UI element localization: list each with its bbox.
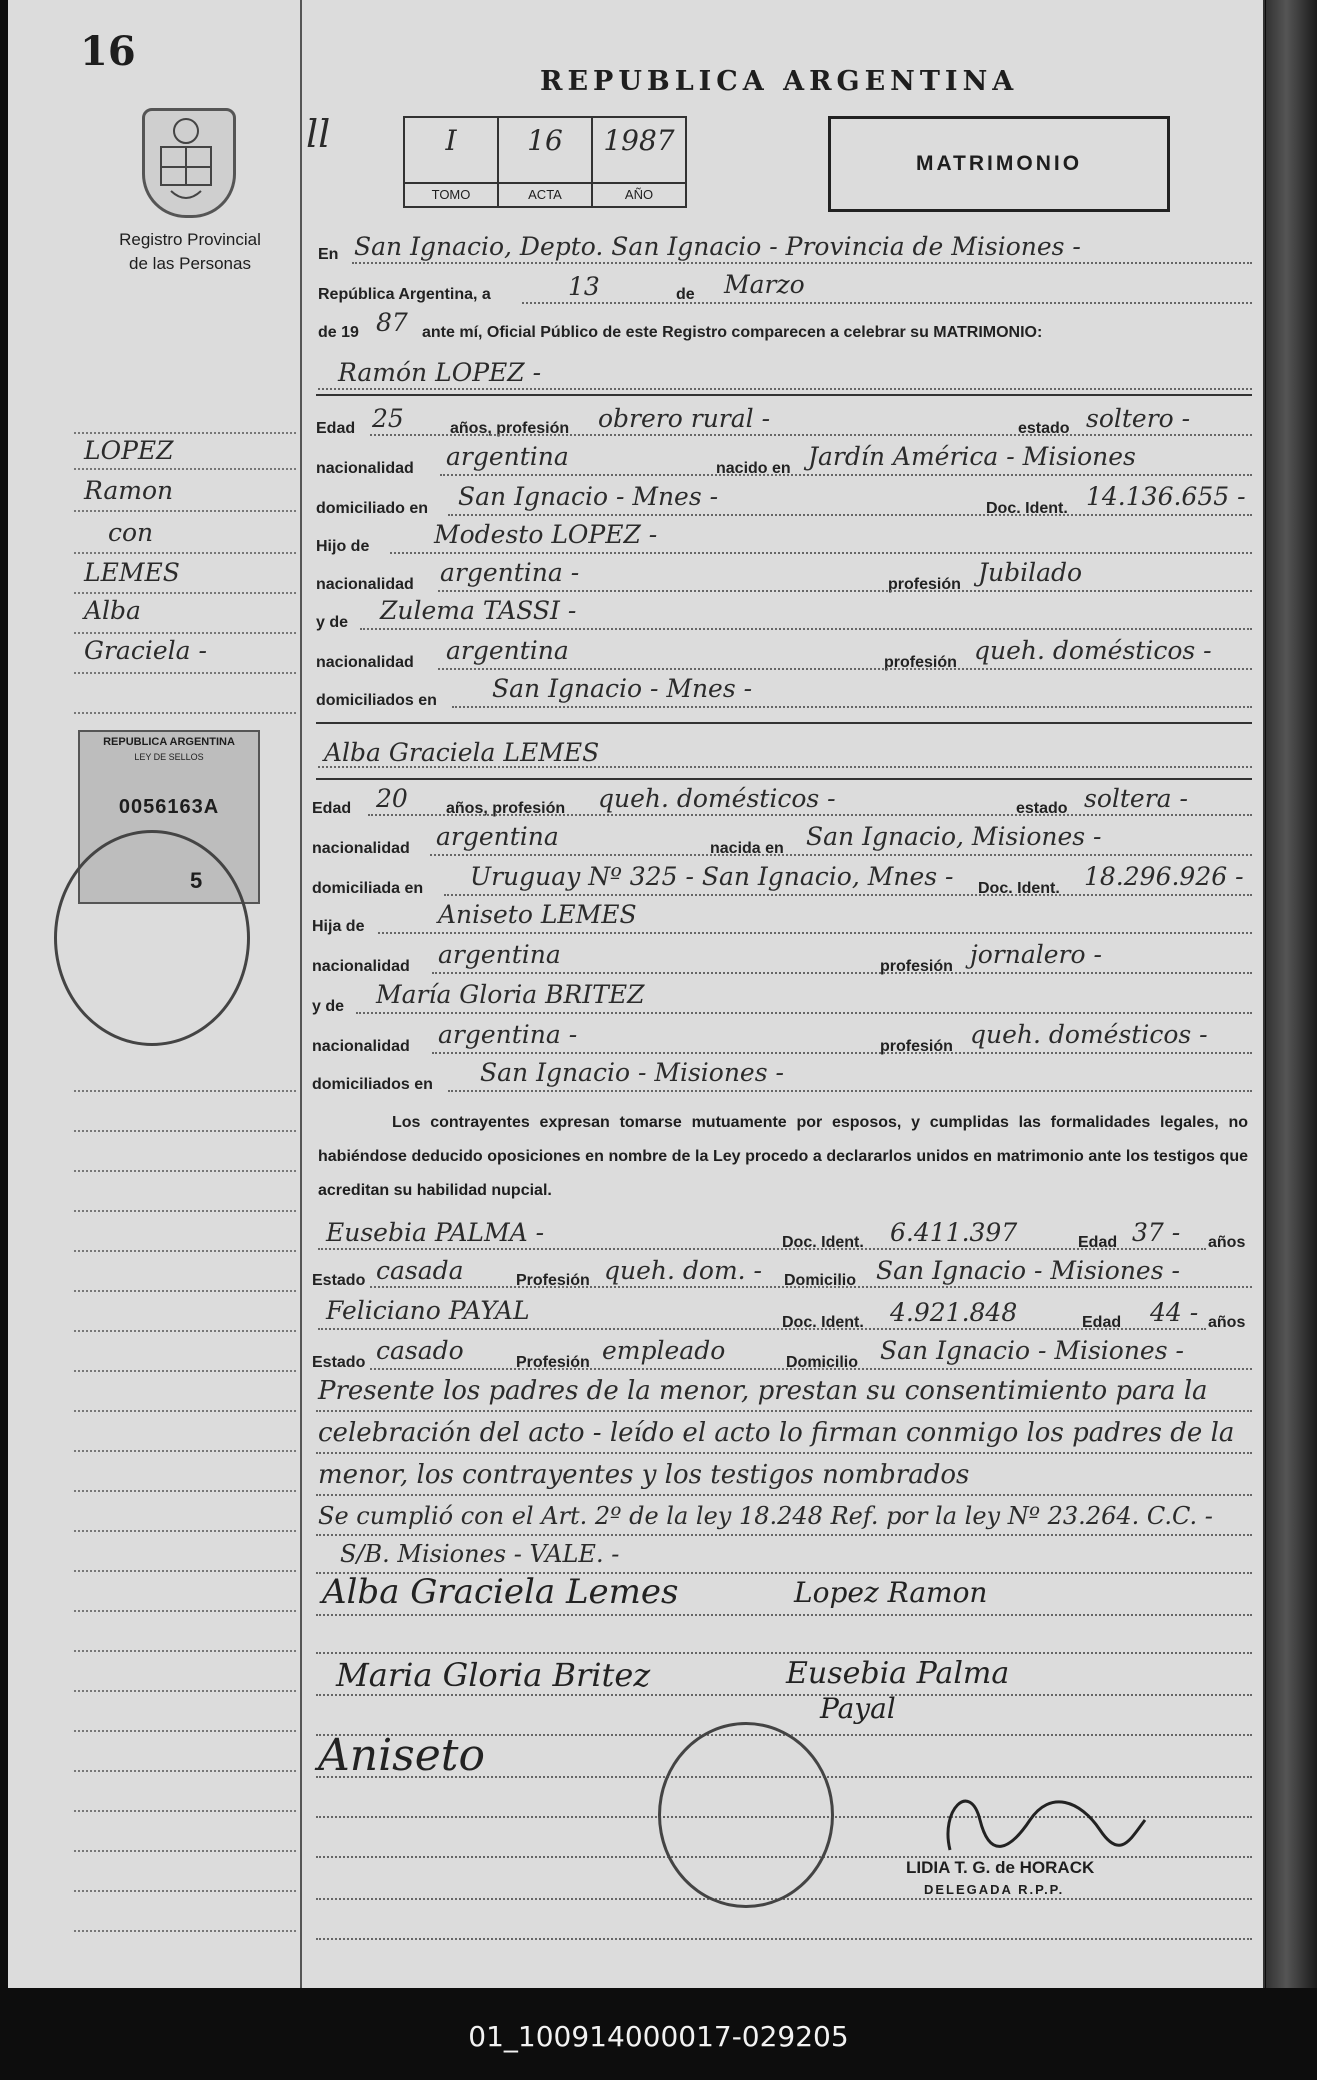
margin-line: [74, 672, 296, 674]
bride-padre: Aniseto LEMES: [438, 900, 637, 929]
groom-doms: San Ignacio - Mnes -: [492, 674, 753, 703]
witness-2-estado: casado: [376, 1336, 464, 1365]
witness-1-edad-label: Edad: [1078, 1234, 1118, 1251]
dotted-line: [448, 514, 1252, 516]
dotted-line: [430, 854, 1252, 856]
dotted-line: [440, 474, 1252, 476]
dotted-line: [452, 706, 1252, 708]
section-rule: [316, 394, 1252, 396]
bride-madre-prof-label: profesión: [880, 1038, 953, 1055]
dotted-line: [316, 1652, 1252, 1654]
cancellation-stamp-icon: [54, 830, 250, 1046]
bride-madre-nac: argentina -: [438, 1020, 578, 1049]
tomo-cell: [405, 118, 499, 206]
groom-profesion: obrero rural -: [598, 404, 771, 433]
groom-madre-prof-label: profesión: [884, 654, 957, 671]
margin-line: [74, 1490, 296, 1492]
bride-madre: María Gloria BRITEZ: [376, 980, 645, 1009]
bride-padre-nac: argentina: [438, 940, 561, 969]
dotted-line: [318, 1328, 1206, 1330]
en-label: En: [318, 246, 339, 263]
dotted-line: [360, 628, 1252, 630]
stamp-sub-text: LEY DE SELLOS: [134, 752, 204, 762]
record-id-box: [403, 116, 687, 208]
bride-nac: argentina: [436, 822, 559, 851]
margin-line: [74, 1410, 296, 1412]
dotted-line: [432, 972, 1252, 974]
dotted-line: [316, 1534, 1252, 1536]
bride-dom: Uruguay Nº 325 - San Ignacio, Mnes -: [470, 862, 954, 891]
margin-line: [74, 1370, 296, 1372]
margin-line: [74, 1690, 296, 1692]
witness-2-prof-label: Profesión: [516, 1354, 590, 1371]
bride-doms-label: domiciliados en: [312, 1076, 433, 1093]
dotted-line: [368, 814, 1252, 816]
witness-1-anos-label: años: [1208, 1234, 1246, 1251]
margin-line: [74, 1650, 296, 1652]
bride-madre-prof: queh. domésticos -: [970, 1020, 1208, 1049]
groom-madre: Zulema TASSI -: [380, 596, 577, 625]
signature-groom: Lopez Ramon: [794, 1576, 988, 1609]
bride-nacida-label: nacida en: [710, 840, 784, 857]
margin-line: [74, 1770, 296, 1772]
witness-1-estado: casada: [376, 1256, 464, 1285]
groom-padre-nac: argentina -: [440, 558, 580, 587]
witness-2-estado-label: Estado: [312, 1354, 366, 1371]
acta-label: ACTA: [499, 182, 591, 206]
bride-profesion-label: años, profesión: [446, 800, 566, 817]
dotted-line: [352, 262, 1252, 264]
witness-2-edad: 44 -: [1150, 1298, 1199, 1327]
bride-edad: 20: [376, 784, 408, 813]
dotted-line: [448, 1090, 1252, 1092]
groom-doc-label: Doc. Ident.: [986, 500, 1068, 517]
note-line-3: menor, los contrayentes y los testigos nombrados: [318, 1460, 970, 1490]
initials-mark: ll: [306, 112, 331, 156]
bride-nac-label: nacionalidad: [312, 840, 410, 857]
ano-cell: [593, 118, 685, 206]
dotted-line: [356, 1012, 1252, 1014]
witness-2-doc: 4.921.848: [890, 1298, 1018, 1327]
folio-number: 16: [80, 28, 136, 75]
witness-1-estado-label: Estado: [312, 1272, 366, 1289]
image-caption: 01_100914000017-029205: [468, 2020, 849, 2053]
dotted-line: [390, 552, 1252, 554]
note-line-4: Se cumplió con el Art. 2º de la ley 18.248 Ref. por la ley Nº 23.264. C.C. -: [318, 1502, 1213, 1530]
dotted-line: [316, 1452, 1252, 1454]
margin-name-5: Alba: [84, 596, 141, 625]
bride-yde-label: y de: [312, 998, 345, 1015]
dotted-line: [316, 1410, 1252, 1412]
dotted-line: [522, 302, 1252, 304]
registry-line-1: Registro Provincial: [119, 230, 261, 249]
margin-line: [74, 510, 296, 512]
bride-hija-label: Hija de: [312, 918, 365, 935]
signature-witness-1: Eusebia Palma: [786, 1656, 1010, 1691]
month-value: Marzo: [724, 270, 805, 299]
signature-bride-father: Aniseto: [318, 1730, 485, 1781]
groom-madre-nac: argentina: [446, 636, 569, 665]
groom-dom-label: domiciliado en: [316, 500, 429, 517]
margin-line: [74, 712, 296, 714]
book-spine: [1266, 0, 1317, 1988]
groom-edad-label: Edad: [316, 420, 356, 437]
official-name: LIDIA T. G. de HORACK: [906, 1858, 1095, 1877]
groom-doc: 14.136.655 -: [1086, 482, 1246, 511]
margin-line: [74, 1450, 296, 1452]
dotted-line: [316, 1494, 1252, 1496]
bride-edad-label: Edad: [312, 800, 352, 817]
groom-nac: argentina: [446, 442, 569, 471]
witness-2-anos-label: años: [1208, 1314, 1246, 1331]
groom-estado-label: estado: [1018, 420, 1070, 437]
groom-nacido-label: nacido en: [716, 460, 791, 477]
official-title: DELEGADA R.P.P.: [924, 1882, 1065, 1897]
note-line-2: celebración del acto - leído el acto lo firman conmigo los padres de la: [318, 1418, 1235, 1448]
margin-line: [74, 1610, 296, 1612]
margin-line: [74, 468, 296, 470]
groom-padre: Modesto LOPEZ -: [434, 520, 658, 549]
dotted-line: [438, 668, 1252, 670]
acta-cell: [499, 118, 593, 206]
margin-name-3: con: [108, 518, 154, 547]
margin-line: [74, 1290, 296, 1292]
margin-line: [74, 1130, 296, 1132]
dotted-line: [378, 932, 1252, 934]
groom-nacido: Jardín América - Misiones: [808, 442, 1136, 471]
margin-name-6: Graciela -: [84, 636, 207, 665]
witness-1-doc: 6.411.397: [890, 1218, 1018, 1247]
groom-padre-prof-label: profesión: [888, 576, 961, 593]
bride-padre-prof: jornalero -: [970, 940, 1102, 969]
year-value: 87: [376, 308, 408, 337]
dotted-line: [432, 1052, 1252, 1054]
bride-profesion: queh. domésticos -: [598, 784, 836, 813]
dotted-line: [438, 590, 1252, 592]
page-title: REPUBLICA ARGENTINA: [540, 66, 1019, 97]
official-stamp-icon: [658, 1722, 834, 1908]
de-label: de: [676, 286, 695, 303]
groom-edad: 25: [372, 404, 404, 433]
coat-of-arms-icon: [142, 108, 236, 218]
note-line-5: S/B. Misiones - VALE. -: [340, 1540, 620, 1568]
bride-name: Alba Graciela LEMES: [324, 738, 600, 767]
groom-madre-prof: queh. domésticos -: [974, 636, 1212, 665]
dotted-line: [444, 894, 1252, 896]
witness-2-name: Feliciano PAYAL: [326, 1296, 530, 1325]
groom-name: Ramón LOPEZ -: [338, 358, 542, 387]
act-type-box: MATRIMONIO: [828, 116, 1170, 212]
margin-line: [74, 1530, 296, 1532]
witness-1-prof: queh. dom. -: [604, 1256, 762, 1285]
bride-padre-prof-label: profesión: [880, 958, 953, 975]
margin-name-4: LEMES: [84, 558, 180, 587]
margin-name-1: LOPEZ: [84, 436, 174, 465]
dotted-line: [318, 388, 1252, 390]
margin-line: [74, 592, 296, 594]
witness-2-prof: empleado: [602, 1336, 726, 1365]
margin-line: [74, 1170, 296, 1172]
groom-padre-nac-label: nacionalidad: [316, 576, 414, 593]
signature-bride: Alba Graciela Lemes: [322, 1572, 679, 1612]
margin-line: [74, 1210, 296, 1212]
tomo-label: TOMO: [405, 182, 497, 206]
registry-line-2: de las Personas: [129, 254, 251, 273]
witness-2-doc-label: Doc. Ident.: [782, 1314, 864, 1331]
witness-2-edad-label: Edad: [1082, 1314, 1122, 1331]
margin-line: [74, 1090, 296, 1092]
groom-dom: San Ignacio - Mnes -: [458, 482, 719, 511]
margin-line: [74, 1330, 296, 1332]
margin-line: [74, 1730, 296, 1732]
margin-line: [74, 1570, 296, 1572]
groom-profesion-label: años, profesión: [450, 420, 570, 437]
tomo-value: I: [445, 124, 457, 157]
signature-witness-2: Payal: [820, 1692, 896, 1725]
ano-label: AÑO: [593, 182, 685, 206]
republica-label: República Argentina, a: [318, 286, 491, 303]
ano-value: 1987: [603, 124, 675, 157]
stamp-value: 5: [190, 868, 203, 893]
margin-line: [74, 632, 296, 634]
witness-1-name: Eusebia PALMA -: [326, 1218, 545, 1247]
witness-2-dom: San Ignacio - Misiones -: [880, 1336, 1184, 1365]
dotted-line: [370, 1368, 1252, 1370]
day-value: 13: [568, 272, 600, 301]
margin-divider: [300, 0, 302, 1988]
groom-estado: soltero -: [1086, 404, 1191, 433]
margin-name-2: Ramon: [84, 476, 174, 505]
margin-line: [74, 1850, 296, 1852]
bride-doc-label: Doc. Ident.: [978, 880, 1060, 897]
registry-label: [90, 228, 290, 276]
declaration-text: Los contrayentes expresan tomarse mutuamente por esposos, y cumplidas las formalidades legales, no habiéndose deducido oposiciones en nombre de la Ley procedo a declararlos unidos en matrimonio ante los testigos que acreditan su habilidad nupcial.: [318, 1114, 1248, 1199]
groom-yde-label: y de: [316, 614, 349, 631]
dotted-line: [370, 434, 1252, 436]
signature-bride-mother: Maria Gloria Britez: [336, 1656, 651, 1694]
groom-padre-prof: Jubilado: [978, 558, 1083, 587]
witness-1-doc-label: Doc. Ident.: [782, 1234, 864, 1251]
groom-hijo-label: Hijo de: [316, 538, 370, 555]
bride-padre-nac-label: nacionalidad: [312, 958, 410, 975]
acta-value: 16: [527, 124, 563, 157]
witness-1-prof-label: Profesión: [516, 1272, 590, 1289]
dotted-line: [318, 1248, 1206, 1250]
witness-1-edad: 37 -: [1132, 1218, 1181, 1247]
witness-1-dom: San Ignacio - Misiones -: [876, 1256, 1180, 1285]
bride-estado: soltera -: [1084, 784, 1188, 813]
bride-nacida: San Ignacio, Misiones -: [806, 822, 1102, 851]
bride-doc: 18.296.926 -: [1084, 862, 1244, 891]
dotted-line: [316, 1614, 1252, 1616]
official-signature-icon: [930, 1780, 1150, 1860]
witness-2-dom-label: Domicilio: [786, 1354, 859, 1371]
groom-doms-label: domiciliados en: [316, 692, 437, 709]
margin-line: [74, 1890, 296, 1892]
margin-line: [74, 1250, 296, 1252]
note-line-1: Presente los padres de la menor, prestan su consentimiento para la: [318, 1376, 1208, 1406]
dotted-line: [370, 1286, 1252, 1288]
section-rule: [316, 722, 1252, 724]
margin-line: [74, 432, 296, 434]
bride-madre-nac-label: nacionalidad: [312, 1038, 410, 1055]
bride-doms: San Ignacio - Misiones -: [480, 1058, 784, 1087]
place-value: San Ignacio, Depto. San Ignacio - Provincia de Misiones -: [354, 232, 1081, 261]
stamp-top-text: REPUBLICA ARGENTINA: [103, 736, 235, 748]
bride-estado-label: estado: [1016, 800, 1068, 817]
stamp-number: 0056163A: [118, 796, 220, 818]
margin-line: [74, 552, 296, 554]
bride-dom-label: domiciliada en: [312, 880, 424, 897]
dotted-line: [318, 766, 1252, 768]
margin-line: [74, 1930, 296, 1932]
year-prefix: de 19: [318, 324, 359, 341]
margin-line: [74, 1810, 296, 1812]
groom-nac-label: nacionalidad: [316, 460, 414, 477]
witness-1-dom-label: Domicilio: [784, 1272, 857, 1289]
section-rule: [316, 778, 1252, 780]
groom-madre-nac-label: nacionalidad: [316, 654, 414, 671]
dotted-line: [316, 1694, 1252, 1696]
dotted-line: [316, 1938, 1252, 1940]
intro-sentence: ante mí, Oficial Público de este Registro comparecen a celebrar su MATRIMONIO:: [422, 324, 1043, 341]
